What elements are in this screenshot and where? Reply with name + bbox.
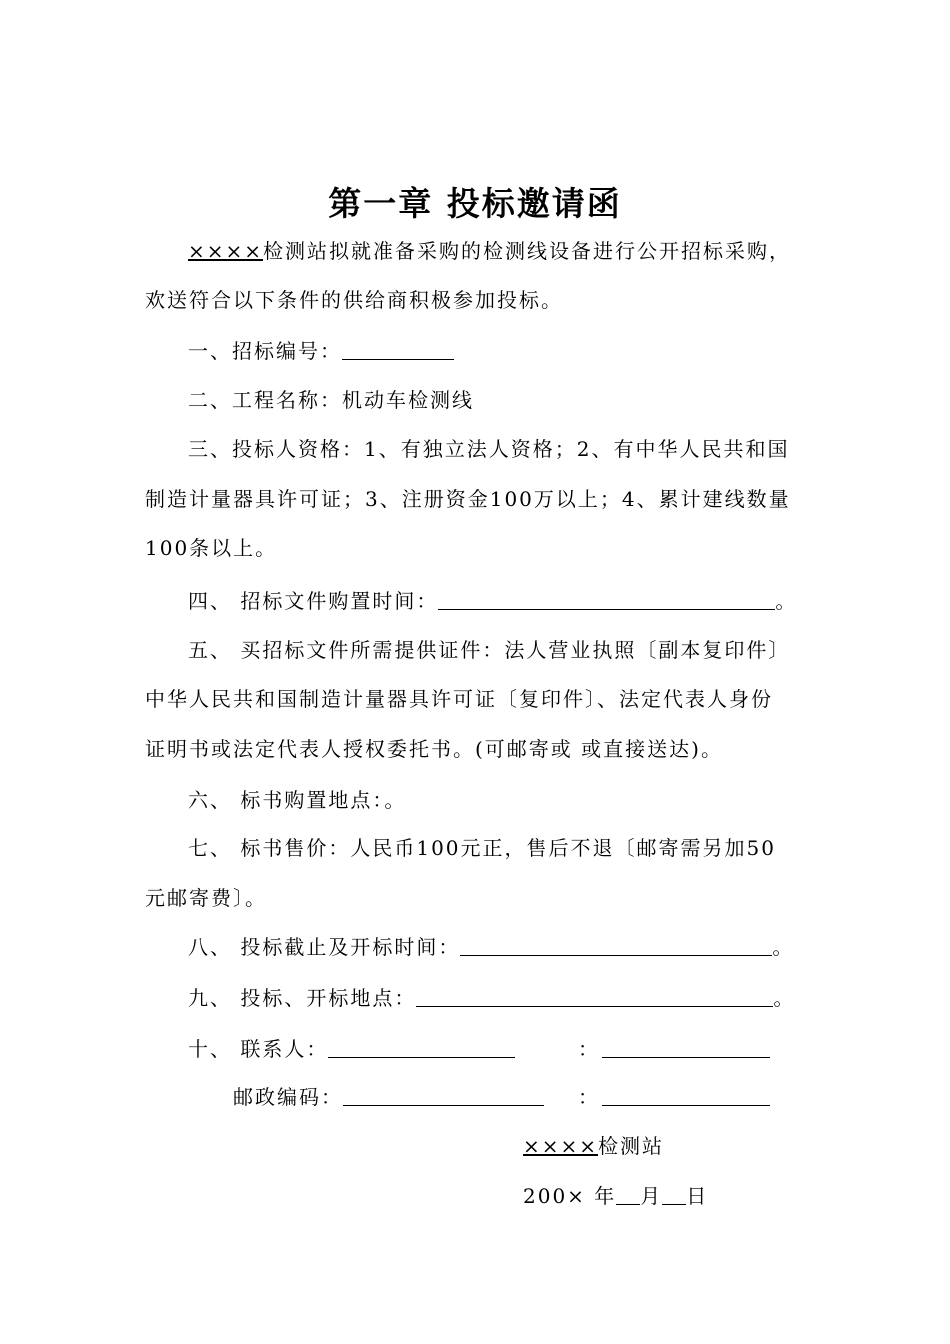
item-9-label: 九、 投标、开标地点： [188, 986, 417, 1010]
signature-org-rest: 检测站 [598, 1134, 665, 1158]
item-8 [188, 932, 794, 962]
signature-org-name: ×××× [523, 1134, 599, 1158]
item-9-end: 。 [773, 986, 796, 1010]
item-10-label: 十、 联系人： [188, 1037, 329, 1061]
postcode-blank [343, 1085, 544, 1106]
intro-org-name: ×××× [188, 239, 264, 263]
intro-line-1-text: 检测站拟就准备采购的检测线设备进行公开招标采购， [263, 239, 792, 263]
item-8-end: 。 [772, 935, 795, 959]
signature-date [523, 1181, 708, 1211]
intro-line-1 [188, 236, 791, 266]
item-9 [188, 983, 795, 1013]
item-4-label: 四、 招标文件购置时间： [188, 589, 439, 613]
item-10 [188, 1034, 515, 1064]
intro-line-2: 欢送符合以下条件的供给商积极参加投标。 [145, 288, 563, 312]
deadline-blank [460, 935, 772, 956]
page-title: 第一章 投标邀请函 [328, 184, 622, 223]
bid-number-blank [342, 339, 454, 360]
item-7-line-2: 元邮寄费〕。 [145, 886, 267, 910]
item-4-end: 。 [775, 589, 798, 613]
item-5-line-2: 中华人民共和国制造计量器具许可证〔复印件〕、法定代表人身份 [145, 687, 773, 711]
item-4 [188, 586, 797, 616]
contact-colon-row [578, 1034, 770, 1064]
item-8-label: 八、 投标截止及开标时间： [188, 935, 461, 959]
date-day: 日 [686, 1184, 709, 1208]
day-blank [662, 1184, 686, 1205]
postcode-colon: ： [578, 1085, 600, 1109]
signature-org [523, 1131, 664, 1161]
item-3-line-2: 制造计量器具许可证；3、注册资金100万以上；4、累计建线数量 [145, 487, 791, 511]
item-1-label: 一、招标编号： [188, 339, 342, 363]
month-blank [616, 1184, 640, 1205]
item-5-line-3: 证明书或法定代表人授权委托书。(可邮寄或 或直接送达)。 [145, 737, 723, 761]
item-6: 六、 标书购置地点：。 [188, 788, 407, 812]
postcode-label: 邮政编码： [233, 1085, 343, 1109]
purchase-time-blank [438, 589, 775, 610]
date-month: 月 [640, 1184, 663, 1208]
postcode-extra-blank [602, 1085, 770, 1106]
item-2: 二、工程名称：机动车检测线 [188, 388, 474, 412]
postcode-colon-row [578, 1082, 770, 1112]
postcode-row [233, 1082, 544, 1112]
item-7-line-1: 七、 标书售价：人民币100元正，售后不退〔邮寄需另加50 [188, 836, 776, 860]
contact-extra-blank [602, 1037, 770, 1058]
contact-colon: ： [578, 1037, 600, 1061]
date-year: 200× 年 [523, 1184, 617, 1208]
item-5-line-1: 五、 买招标文件所需提供证件：法人营业执照〔副本复印件〕 [188, 638, 791, 662]
item-3-line-3: 100条以上。 [145, 536, 278, 560]
item-1 [188, 336, 454, 366]
contact-blank [328, 1037, 515, 1058]
location-blank [416, 986, 773, 1007]
item-3-line-1: 三、投标人资格：1、有独立法人资格；2、有中华人民共和国 [188, 437, 790, 461]
